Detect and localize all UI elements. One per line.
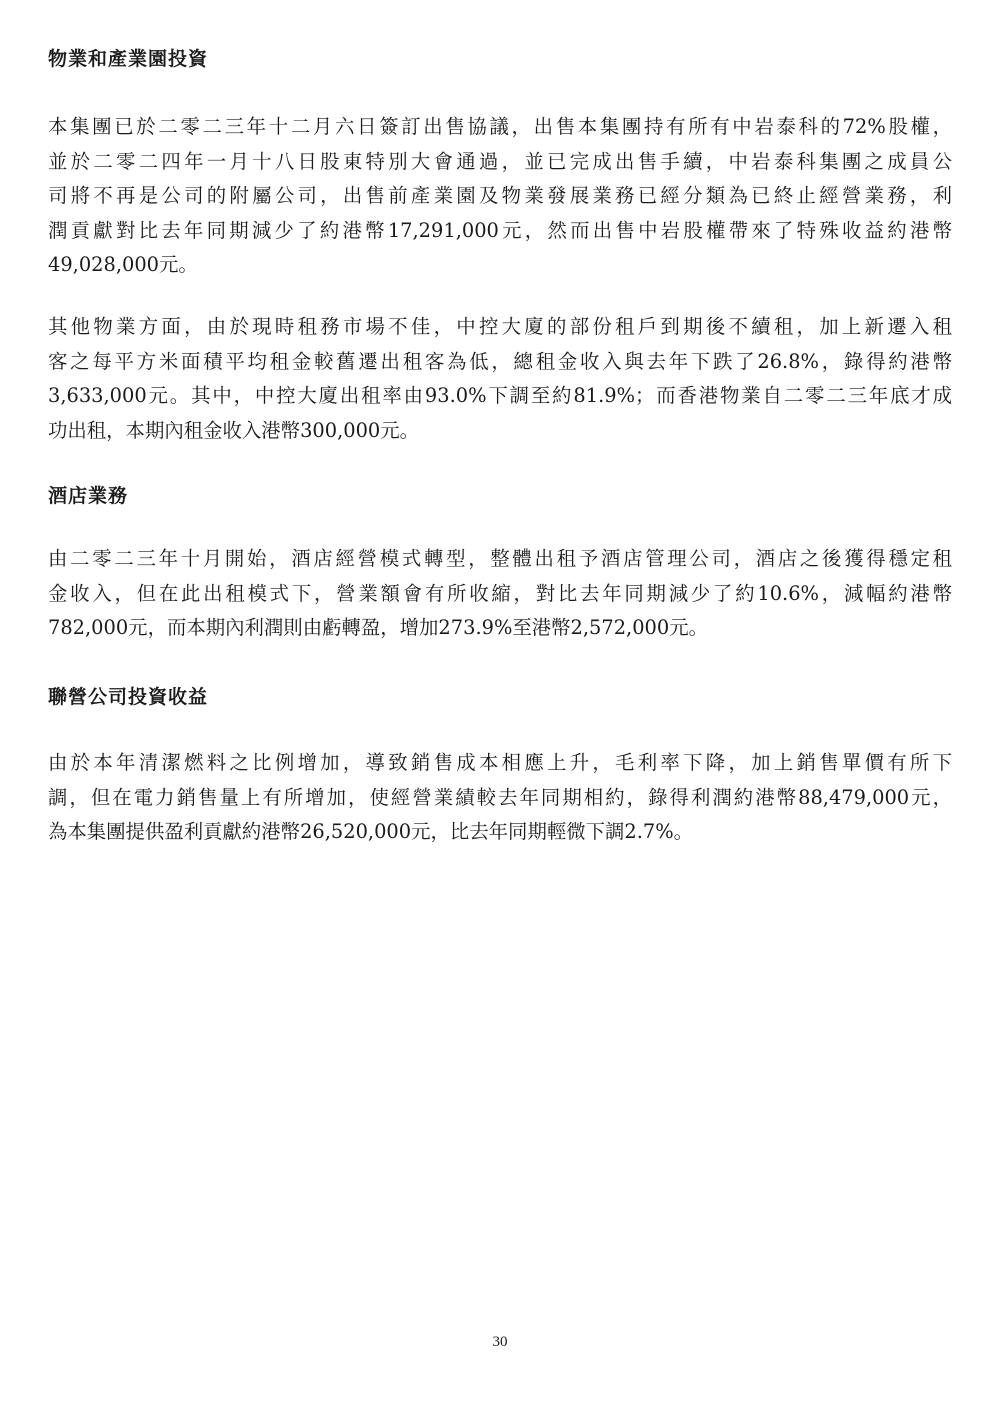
paragraph-other-property [48, 310, 952, 448]
text-line: 由二零二三年十月開始，酒店經營模式轉型，整體出租予酒店管理公司，酒店之後獲得穩定租 [48, 547, 952, 570]
text-line: 其他物業方面，由於現時租務市場不佳，中控大廈的部份租戶到期後不續租，加上新遷入租 [48, 315, 952, 338]
section-heading-associate: 聯營公司投資收益 [48, 686, 209, 708]
text-line: 本集團已於二零二三年十二月六日簽訂出售協議，出售本集團持有所有中岩泰科的72%股權， [48, 115, 952, 138]
paragraph-associate-income [48, 746, 952, 850]
text-line: 功出租，本期內租金收入港幣300,000元。 [48, 418, 420, 442]
text-line: 潤貢獻對比去年同期減少了約港幣17,291,000元，然而出售中岩股權帶來了特殊收益約港幣 [48, 218, 952, 242]
text-line: 3,633,000元。其中，中控大廈出租率由93.0%下調至約81.9%；而香港物業自二零二三年底才成 [48, 384, 952, 407]
text-line: 客之每平方米面積平均租金較舊遷出租客為低，總租金收入與去年下跌了26.8%，錄得約港幣 [48, 349, 952, 373]
text-line: 並於二零二四年一月十八日股東特別大會通過，並已完成出售手續，中岩泰科集團之成員公 [48, 149, 952, 173]
text-line: 司將不再是公司的附屬公司，出售前產業園及物業發展業務已經分類為已終止經營業務，利 [48, 184, 952, 207]
section-heading-hotel: 酒店業務 [48, 485, 129, 507]
paragraph-property-disposal [48, 110, 952, 283]
page-number: 30 [492, 1334, 508, 1350]
text-line: 金收入，但在此出租模式下，營業額會有所收縮，對比去年同期減少了約10.6%，減幅約港幣 [48, 581, 952, 605]
text-line: 49,028,000元。 [48, 253, 198, 276]
text-line: 由於本年清潔燃料之比例增加，導致銷售成本相應上升，毛利率下降，加上銷售單價有所下 [48, 751, 952, 774]
text-line: 調，但在電力銷售量上有所增加，使經營業績較去年同期相約，錄得利潤約港幣88,479,000元， [48, 785, 952, 809]
text-line: 為本集團提供盈利貢獻約港幣26,520,000元，比去年同期輕微下調2.7%。 [48, 820, 694, 843]
paragraph-hotel-business [48, 542, 952, 646]
text-line: 782,000元，而本期內利潤則由虧轉盈，增加273.9%至港幣2,572,000元。 [48, 616, 709, 639]
section-heading-property: 物業和產業園投資 [48, 48, 209, 70]
